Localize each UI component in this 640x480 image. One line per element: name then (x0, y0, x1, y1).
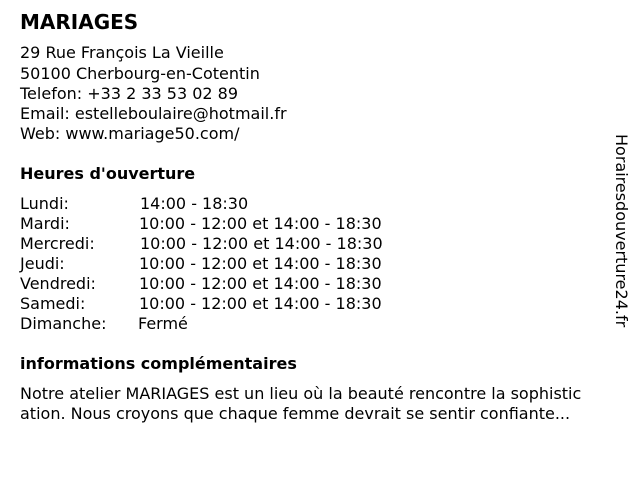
description-line-2: ation. Nous croyons que chaque femme devrait se sentir confiante... (20, 404, 571, 423)
business-name: MARIAGES (20, 10, 139, 34)
day-label: Dimanche: (20, 314, 107, 333)
site-watermark-text: Horairesdouverture24.fr (612, 134, 631, 328)
day-label: Jeudi: (20, 254, 65, 273)
day-label: Mardi: (20, 214, 70, 233)
day-label: Mercredi: (20, 234, 95, 253)
day-hours: 10:00 - 12:00 et 14:00 - 18:30 (139, 214, 382, 233)
opening-hours-heading: Heures d'ouverture (20, 164, 196, 183)
phone-text: Telefon: +33 2 33 53 02 89 (20, 84, 239, 103)
day-label: Samedi: (20, 294, 86, 313)
email-text: Email: estelleboulaire@hotmail.fr (20, 104, 287, 123)
day-hours: 10:00 - 12:00 et 14:00 - 18:30 (139, 254, 382, 273)
description-line-1: Notre atelier MARIAGES est un lieu où la beauté rencontre la sophistic (20, 384, 582, 403)
address-street: 29 Rue François La Vieille (20, 43, 224, 62)
day-hours: Fermé (138, 314, 188, 333)
site-watermark (612, 134, 632, 344)
day-label: Vendredi: (20, 274, 96, 293)
day-hours: 10:00 - 12:00 et 14:00 - 18:30 (139, 294, 382, 313)
address-city: 50100 Cherbourg-en-Cotentin (20, 64, 260, 83)
additional-info-heading: informations complémentaires (20, 354, 297, 373)
day-hours: 10:00 - 12:00 et 14:00 - 18:30 (139, 274, 382, 293)
day-label: Lundi: (20, 194, 69, 213)
day-hours: 10:00 - 12:00 et 14:00 - 18:30 (140, 234, 383, 253)
day-hours: 14:00 - 18:30 (140, 194, 249, 213)
website-text: Web: www.mariage50.com/ (20, 124, 240, 143)
